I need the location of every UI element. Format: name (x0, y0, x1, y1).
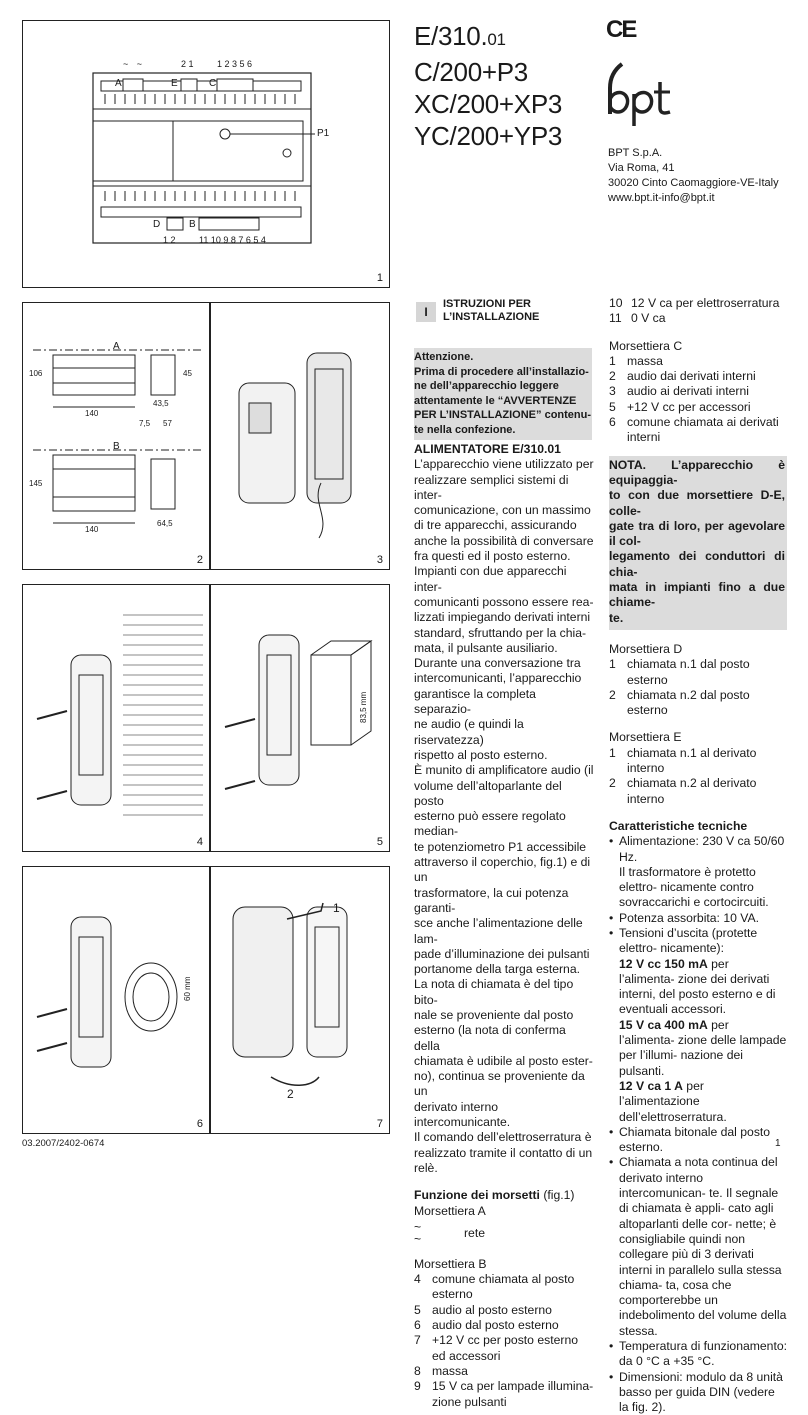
figure-number: 1 (376, 272, 383, 284)
text-column-2 (609, 296, 787, 1415)
bpt-logo (600, 60, 680, 135)
terminal-b-numbers: 11 10 9 8 7 6 5 4 (199, 235, 266, 245)
terminal-e-label: E (171, 78, 178, 89)
dim-64-5: 64,5 (157, 519, 173, 528)
dim-7-5: 7,5 (139, 419, 151, 428)
list-item: 2 audio dai derivati interni (609, 369, 756, 384)
dim-60: 60 mm (183, 976, 192, 1001)
list-item: 6 comune chiamata ai derivati interni (609, 415, 779, 445)
spec-item: • Potenza assorbita: 10 VA. (609, 910, 760, 925)
figure-number: 4 (196, 836, 203, 848)
list-item: 4 comune chiamata al posto esterno (414, 1272, 575, 1302)
attention-line: Prima di procedere all’installazio- (414, 365, 589, 378)
ac-symbol: ~ (414, 1231, 422, 1246)
list-item: 5 +12 V cc per accessori (609, 399, 751, 414)
dim-57: 57 (163, 419, 172, 428)
handset-assembly-illustration (211, 867, 391, 1135)
attention-line: attentamente le “AVVERTENZE (414, 394, 577, 407)
spec-voltage-3: 12 V ca 1 A per l’alimentazione dell’elettroserratura. (619, 1078, 727, 1124)
figure-2 (22, 302, 210, 570)
specs-heading: Caratteristiche tecniche (609, 818, 748, 833)
terminal-a-rete (414, 1221, 594, 1245)
dim-140: 140 (85, 409, 99, 418)
spec-item: • Temperatura di funzionamento: da 0 °C a +35 °C. (609, 1339, 788, 1369)
list-item: 8 massa (414, 1363, 468, 1378)
attention-line: PER L’INSTALLAZIONE” contenu- (414, 409, 592, 422)
attention-title: Attenzione. (414, 351, 474, 363)
terminal-d-label: D (153, 219, 161, 230)
rete-label: rete (464, 1225, 486, 1240)
figure-number: 2 (196, 554, 203, 566)
dim-106: 106 (29, 369, 43, 378)
dim-140-b: 140 (85, 525, 99, 534)
note-box: NOTA. L’apparecchio è equipaggia- to con due morsettiere D-E, colle- gate tra di loro, per agevolare il col- legamento dei conduttori di chia- mata in impianti fino a due chiame- te. (609, 456, 787, 630)
spec-item: • Chiamata bitonale dal posto esterno. (609, 1124, 771, 1155)
round-box-illustration (23, 867, 211, 1135)
device-diagram (23, 21, 391, 289)
figure-6 (22, 866, 210, 1134)
attention-line: ne dell’apparecchio leggere (414, 380, 559, 393)
spec-note: Il trasformatore è protetto elettro- nicamente contro sovraccarichi e cortocircuiti. (619, 864, 769, 910)
attention-box (414, 348, 592, 440)
list-item: 2 chiamata n.2 dal posto esterno (609, 687, 750, 718)
spec-voltage-2: 15 V ca 400 mA per l’alimenta- zione delle lampade per l’illumi- nazione dei pulsanti. (619, 1017, 787, 1078)
p1-label: P1 (317, 128, 330, 139)
text-column-1 (414, 442, 594, 1410)
terminal-block-d: Morsettiera D (609, 641, 683, 656)
label-a: A (113, 341, 120, 352)
dim-83-5: 83,5 mm (359, 691, 368, 723)
list-item: 1 chiamata n.1 al derivato interno (609, 745, 757, 776)
figure-7 (210, 866, 390, 1134)
figure-3 (210, 302, 390, 570)
company-web: www.bpt.it-info@bpt.it (608, 192, 715, 204)
list-item: 2 chiamata n.2 al derivato interno (609, 776, 757, 806)
terminal-block-c: Morsettiera C (609, 338, 683, 353)
spec-item: • Chiamata a nota continua del derivato interno intercomunican- te. Il segnale di chiamata è appli- cato agli altoparlanti delle cor- nette; è consigliabile quindi non collegare più di 3 derivati interni in parallelo sulla stessa chiama- ta, cosa che comporterebbe un indebolimento del volume della stessa. (609, 1155, 787, 1338)
dim-145: 145 (29, 479, 43, 488)
spec-item: • Dimensioni: modulo da 8 unità basso per guida DIN (vedere la fig. 2). (609, 1369, 783, 1415)
figure-1 (22, 20, 390, 288)
spec-voltage-1: 12 V cc 150 mA per l’alimenta- zione dei derivati interni, del posto esterno e di eventuali accessori. (619, 956, 776, 1017)
figure-number: 6 (196, 1118, 203, 1130)
company-name: BPT S.p.A. (608, 147, 663, 159)
ce-mark: CE (606, 16, 636, 43)
paragraph-intro: L’apparecchio viene utilizzato per realizzare semplici sistemi di inter- comunicazione, con un massimo di tre apparecchi, assicurando anche la possibilità di conversare fra questi ed il posto esterno. (414, 457, 594, 564)
company-city: 30020 Cinto Caomaggiore-VE-Italy (608, 177, 779, 189)
spec-item: • Alimentazione: 230 V ca 50/60 Hz. (609, 834, 785, 864)
list-item: 1 chiamata n.1 dal posto esterno (609, 657, 750, 687)
list-item: 9 15 V ca per lampade illumina- zione pulsanti (414, 1379, 594, 1409)
dim-45: 45 (183, 369, 192, 378)
terminal-b-label: B (189, 219, 196, 230)
terminal-d-numbers: 1 2 (163, 235, 176, 245)
list-item: 11 0 V ca (609, 311, 666, 326)
section-title: ISTRUZIONI PER L’INSTALLAZIONE (443, 298, 540, 323)
list-item: 6 audio dal posto esterno (414, 1318, 559, 1333)
model-list (414, 20, 562, 152)
figure-number: 7 (376, 1118, 383, 1130)
company-street: Via Roma, 41 (608, 162, 675, 174)
list-item: 1 massa (609, 353, 663, 368)
step-1-label: 1 (333, 901, 340, 915)
model-e310: E/310.01 (414, 21, 506, 51)
page-number: 1 (775, 1138, 781, 1149)
dim-43-5: 43,5 (153, 399, 169, 408)
list-item: 3 audio ai derivati interni (609, 384, 749, 399)
model-xc200: XC/200+XP3 (414, 89, 563, 119)
paragraph-lock: Il comando dell’elettroserratura è realizzato tramite il contatto di un relè. (414, 1130, 593, 1175)
terminal-a-numbers: ~ ~ (123, 59, 146, 69)
terminal-block-a: Morsettiera A (414, 1203, 486, 1218)
list-item: 10 12 V ca per elettroserratura (609, 296, 780, 310)
spec-item: • Tensioni d’uscita (protette elettro- nicamente): (609, 925, 758, 956)
paragraph-privacy: Durante una conversazione tra intercomunicanti, l’apparecchio garantisce la completa separazio- ne audio (e quindi la riservatezza) rispetto al posto esterno. (414, 656, 582, 762)
ac-symbol: ~ (414, 1219, 422, 1234)
paragraph-call-tone: La nota di chiamata è del tipo bito- nale se proveniente dal posto esterno (la nota di conferma della chiamata è udibile al posto ester- no), continua se proveniente da un derivato interno intercomunicante. (414, 977, 593, 1130)
attention-line: te nella confezione. (414, 423, 516, 436)
terminal-c-label: C (209, 78, 217, 89)
terminal-c-numbers: 1 2 3 5 6 (217, 59, 253, 69)
wall-mounting-illustration (23, 585, 211, 853)
list-item: 7 +12 V cc per posto esterno ed accessori (414, 1333, 579, 1363)
intercom-illustration (211, 303, 391, 571)
terminal-block-e: Morsettiera E (609, 730, 682, 745)
figure-5 (210, 584, 390, 852)
figure-number: 5 (376, 836, 383, 848)
power-supply-heading: ALIMENTATORE E/310.01 (414, 442, 561, 456)
model-yc200: YC/200+YP3 (414, 121, 563, 151)
paragraph-amplifier: È munito di amplificatore audio (il volume dell’altoparlante del posto esterno può essere regolato median- te potenziometro P1 accessibile attraverso il coperchio, fig.1) e di un trasformatore, la cui potenza garanti- sce anche l’alimentazione delle lam- pade d’illuminazione dei pulsanti portanome della targa esterna. (414, 763, 594, 977)
list-item: 5 audio al posto esterno (414, 1302, 552, 1317)
figure-4 (22, 584, 210, 852)
terminal-e-numbers: 2 1 (181, 59, 194, 69)
terminals-heading: Funzione dei morsetti (fig.1) (414, 1188, 575, 1203)
step-2-label: 2 (287, 1087, 294, 1101)
model-c200: C/200+P3 (414, 57, 528, 87)
paragraph-intercom: Impianti con due apparecchi inter- comunicanti possono essere rea- lizzati impiegando derivati interni standard, sfruttando per la chia- mata, il pulsante ausiliario. (414, 564, 594, 655)
terminal-a-label: A (115, 78, 122, 89)
label-b: B (113, 441, 120, 452)
language-badge: I (416, 302, 436, 322)
document-code: 03.2007/2402-0674 (22, 1138, 105, 1149)
terminal-block-b: Morsettiera B (414, 1256, 487, 1271)
figure-number: 3 (376, 554, 383, 566)
company-address (608, 146, 779, 206)
